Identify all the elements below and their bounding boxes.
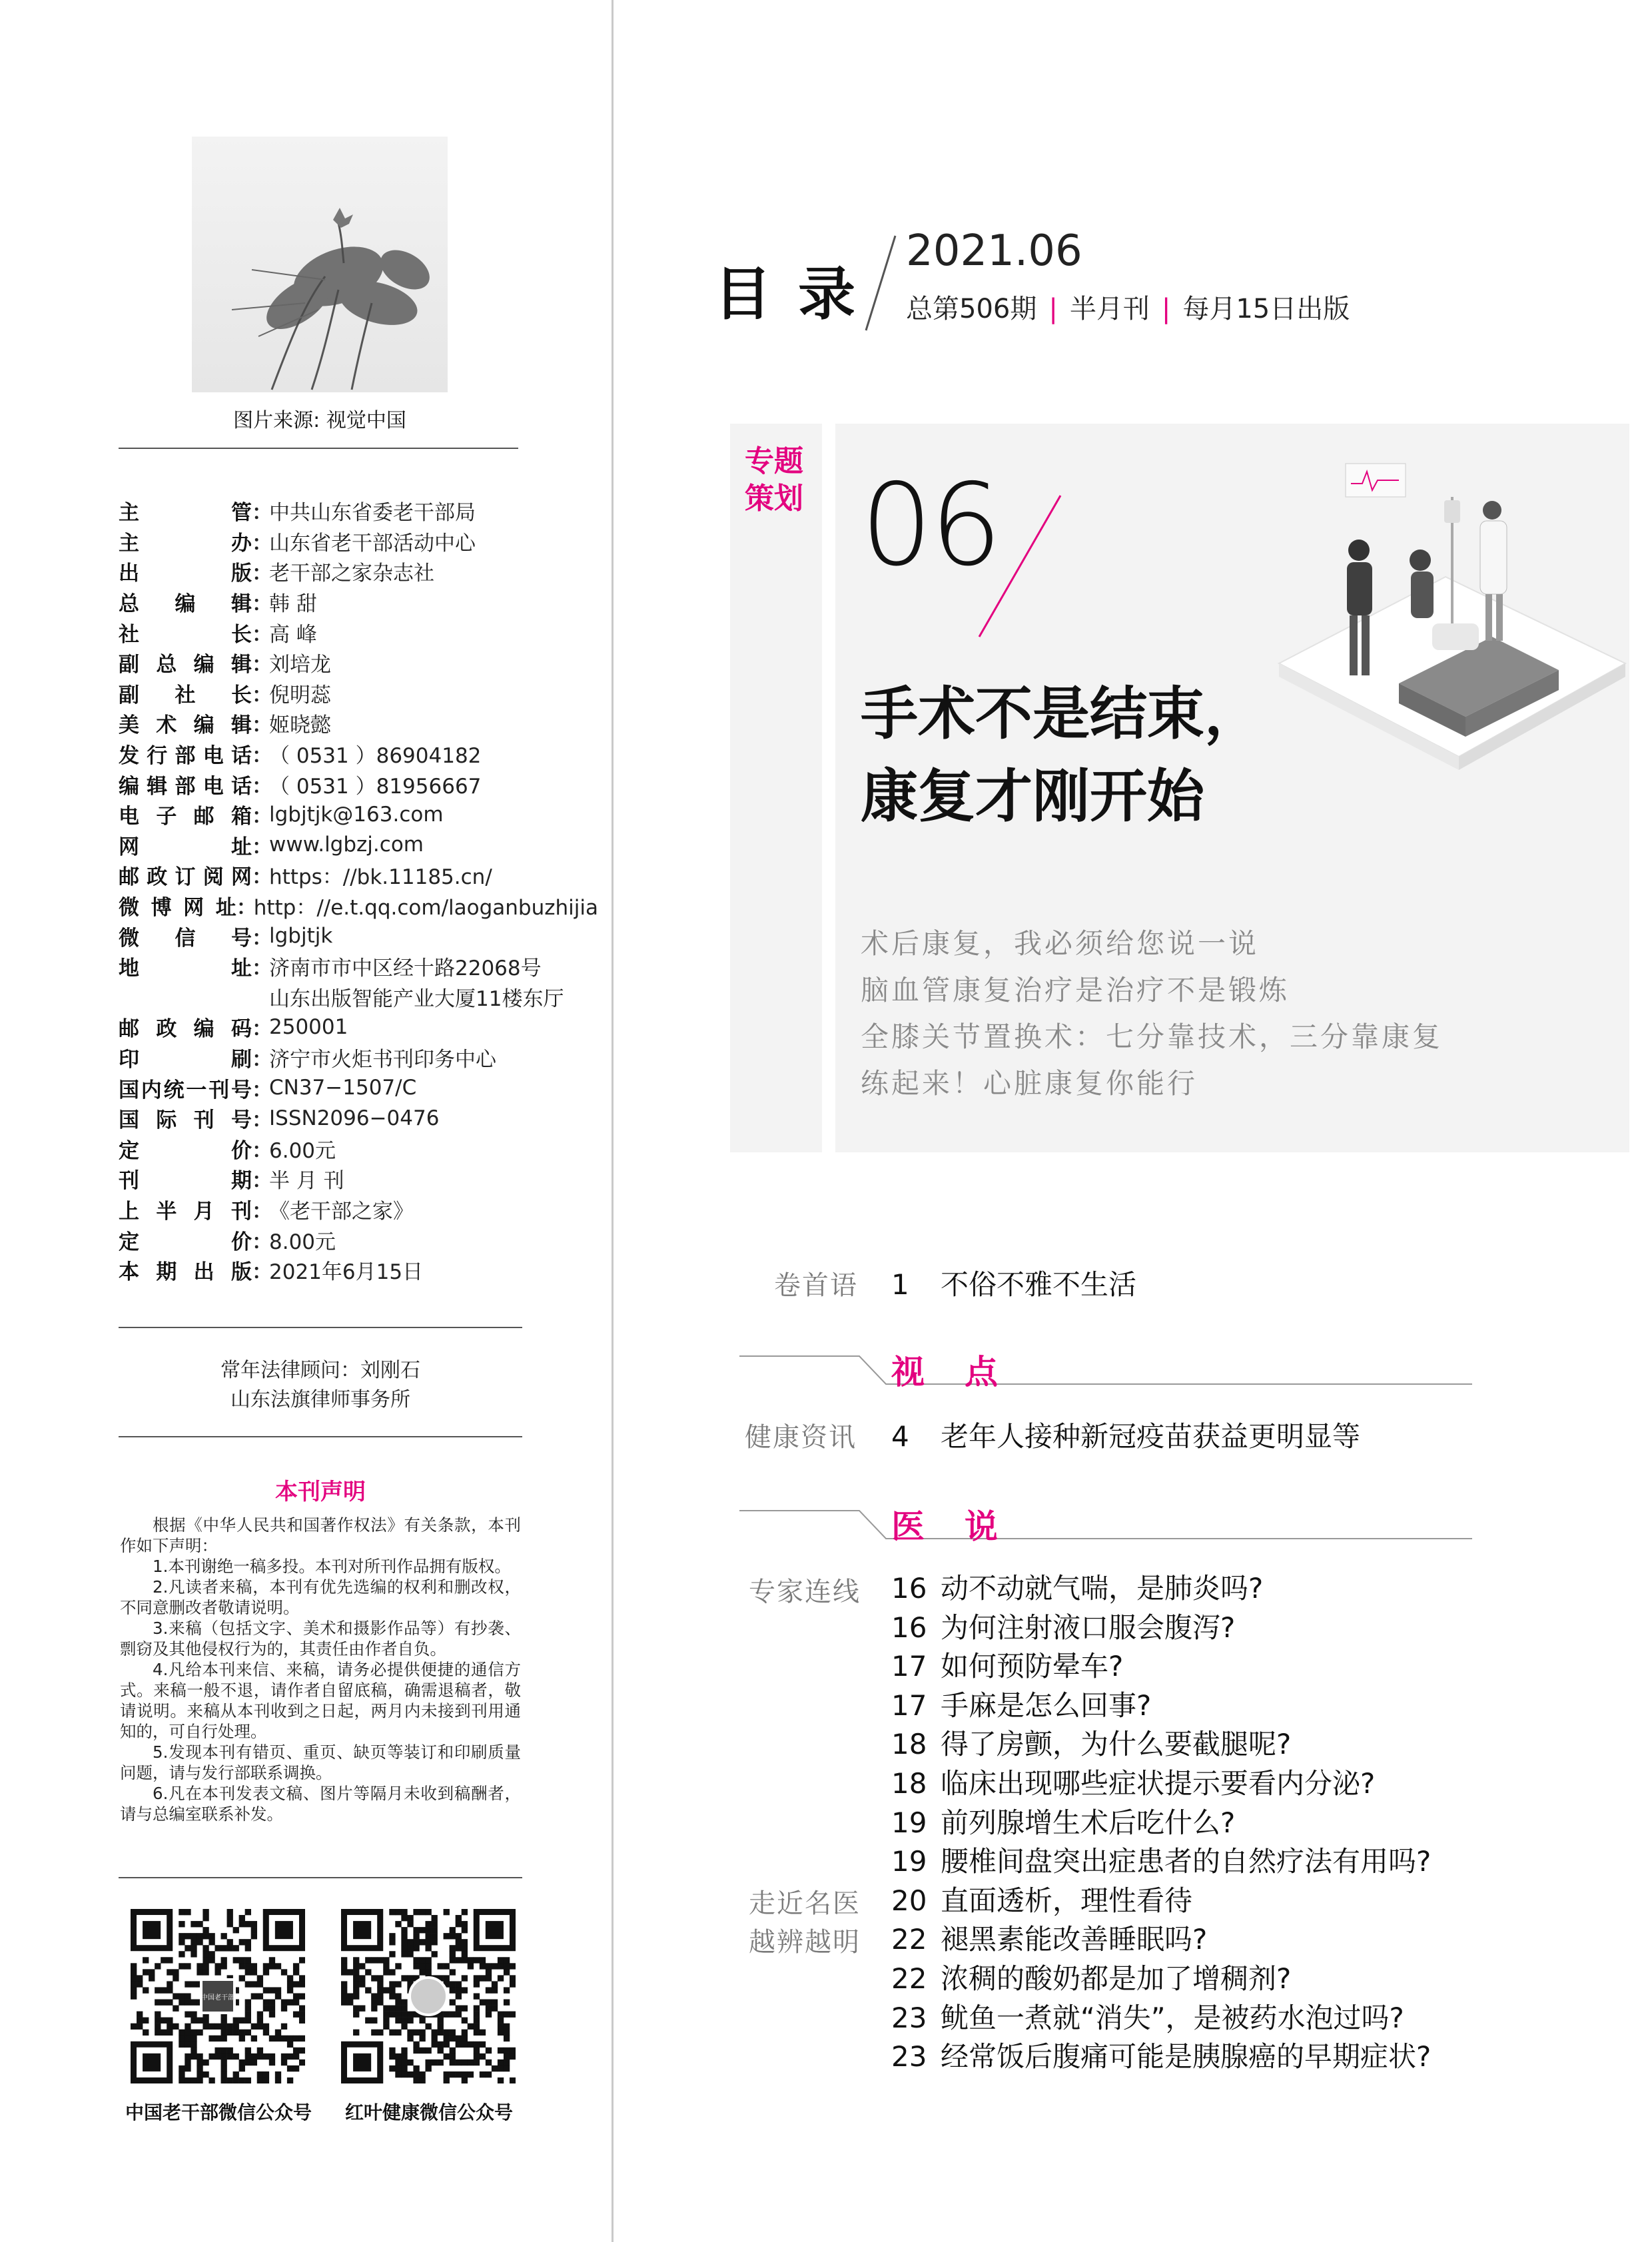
issue-date: 2021.06	[906, 226, 1082, 276]
column-divider	[612, 0, 614, 2242]
masthead-colon: ：	[252, 1138, 272, 1163]
toc-title: 动不动就气喘，是肺炎吗?	[941, 1572, 1264, 1605]
masthead-row	[119, 799, 598, 830]
masthead-key: 国 内 统 一 刊 号	[119, 1078, 252, 1102]
masthead-colon: ：	[252, 653, 272, 677]
feature-slash	[973, 493, 1066, 639]
toc-entry[interactable]	[891, 2038, 1557, 2077]
declaration-item: 根据《中华人民共和国著作权法》有关条款，本刊作如下声明：	[120, 1515, 521, 1555]
toc-title: 老年人接种新冠疫苗获益更明显等	[941, 1420, 1361, 1453]
toc-page: 16	[891, 1611, 927, 1644]
masthead-colon: ：	[252, 501, 272, 526]
toc-entry[interactable]	[891, 1647, 1557, 1686]
declaration-item: 5.发现本刊有错页、重页、缺页等装订和印刷质量问题，请与发行部联系调换。	[120, 1742, 521, 1782]
masthead-colon: ：	[252, 835, 272, 859]
masthead-colon: ：	[252, 531, 272, 556]
divider	[119, 1436, 522, 1437]
masthead-value: 8.00元	[269, 1230, 336, 1254]
cover-photo	[192, 137, 448, 392]
masthead-key: 国 际 刊 号	[119, 1108, 252, 1133]
masthead-key: 邮 政 编 码	[119, 1017, 252, 1042]
feature-page-number[interactable]: 06	[861, 460, 1000, 591]
masthead-row	[119, 1103, 598, 1134]
feature-tag-line: 专题	[745, 444, 803, 478]
masthead-row	[119, 1133, 598, 1164]
toc-entry[interactable]	[891, 1842, 1557, 1882]
toc-entry[interactable]	[891, 1920, 1557, 1960]
toc-title: 鱿鱼一煮就“消失”，是被药水泡过吗?	[941, 2001, 1404, 2034]
masthead-row	[119, 1255, 598, 1286]
masthead-value: CN37−1507/C	[269, 1076, 417, 1100]
masthead-value: http：//e.t.qq.com/laoganbuzhijia	[253, 896, 598, 921]
masthead-value: 山东出版智能产业大厦11楼东厅	[269, 986, 564, 1011]
issue-publish: 每月15日出版	[1182, 294, 1350, 324]
toc-title: 临床出现哪些症状提示要看内分泌?	[941, 1766, 1376, 1800]
feature-headline	[861, 673, 1340, 838]
toc-page: 22	[891, 1923, 927, 1956]
masthead-key: 副 总 编 辑	[119, 653, 252, 677]
masthead-row	[119, 921, 598, 951]
toc-page: 4	[891, 1420, 909, 1453]
masthead-colon: ：	[252, 805, 272, 829]
masthead-key: 定 价	[119, 1138, 252, 1163]
toc-page: 17	[891, 1688, 927, 1722]
masthead-row	[119, 860, 598, 891]
toc-page: 23	[891, 2040, 927, 2073]
masthead-value: 250001	[269, 1014, 348, 1039]
issue-info	[906, 288, 1350, 326]
feature-subtitle[interactable]: 脑血管康复治疗是治疗不是锻炼	[861, 974, 1290, 1006]
masthead-key: 副 社 长	[119, 683, 252, 707]
masthead-key: 主 管	[119, 501, 252, 526]
qr-caption: 中国老干部微信公众号	[125, 2101, 312, 2123]
toc-page: 18	[891, 1728, 927, 1761]
svg-text:中国老干部: 中国老干部	[201, 1994, 234, 2002]
toc-title: 不俗不雅不生活	[941, 1268, 1137, 1301]
feature-subtitle[interactable]: 练起来！心脏康复你能行	[861, 1067, 1198, 1100]
toc-page: 18	[891, 1766, 927, 1800]
masthead-value: 2021年6月15日	[269, 1260, 424, 1285]
section-label-expert: 专家连线	[749, 1577, 861, 1607]
toc-page: 19	[891, 1845, 927, 1878]
masthead-value: （ 0531 ）81956667	[269, 774, 482, 799]
toc-page: 17	[891, 1650, 927, 1683]
legal-counsel-name: 常年法律顾问：刘刚石	[220, 1359, 420, 1382]
masthead-colon: ：	[252, 744, 272, 769]
section-label-preface: 卷首语	[774, 1270, 858, 1301]
masthead-value: 济宁市火炬书刊印务中心	[269, 1047, 496, 1072]
declaration-item: 3.来稿（包括文字、美术和摄影作品等）有抄袭、剽窃及其他侵权行为的，其责任由作者自负。	[120, 1619, 521, 1659]
toc-page: 16	[891, 1572, 927, 1605]
masthead-key: 本 期 出 版	[119, 1260, 252, 1285]
page-title: 目录	[714, 261, 882, 328]
masthead-row	[119, 496, 598, 526]
declaration-text	[120, 1515, 521, 1824]
masthead-row	[119, 1194, 598, 1225]
masthead-row	[119, 951, 598, 982]
masthead-colon: ：	[236, 896, 257, 921]
masthead-row	[119, 891, 598, 921]
masthead-colon: ：	[252, 926, 272, 950]
masthead-row	[119, 1012, 598, 1042]
masthead-colon: ：	[252, 622, 272, 647]
masthead-key: 网 址	[119, 835, 252, 859]
toc-title: 如何预防晕车?	[941, 1650, 1124, 1683]
toc-entry[interactable]	[891, 1764, 1557, 1804]
feature-subtitles	[861, 921, 1527, 1107]
law-firm: 山东法旗律师事务所	[230, 1388, 410, 1411]
feature-headline-line: 手术不是结束，	[861, 681, 1262, 747]
masthead-row	[119, 617, 598, 647]
photo-caption: 图片来源: 视觉中国	[233, 409, 406, 432]
toc-title: 经常饭后腹痛可能是胰腺癌的早期症状?	[941, 2040, 1432, 2073]
declaration-item: 4.凡给本刊来信、来稿，请务必提供便捷的通信方式。来稿一般不退，请作者自留底稿，确需退稿者，敬请说明。来稿从本刊收到之日起，两月内未接到刊用通知的，可自行处理。	[120, 1660, 521, 1741]
masthead-value: 6.00元	[269, 1138, 336, 1163]
masthead-row	[119, 526, 598, 557]
title-slash	[861, 233, 901, 333]
masthead-value: 姬晓懿	[269, 713, 331, 738]
masthead	[119, 496, 598, 1285]
masthead-key: 印 刷	[119, 1047, 252, 1072]
divider	[119, 448, 518, 449]
divider	[119, 1327, 522, 1328]
toc-entry[interactable]	[891, 1569, 1557, 1609]
masthead-row	[119, 556, 598, 587]
masthead-value: ISSN2096−0476	[269, 1106, 440, 1130]
toc-entry[interactable]	[891, 1882, 1557, 1921]
masthead-row	[119, 769, 598, 799]
toc-entry[interactable]	[891, 1263, 1136, 1303]
masthead-value: 韩 甜	[269, 592, 317, 617]
masthead-key: 出 版	[119, 561, 252, 586]
issue-frequency: 半月刊	[1069, 294, 1150, 324]
toc-title: 得了房颤，为什么要截腿呢?	[941, 1728, 1292, 1761]
masthead-colon: ：	[252, 683, 272, 707]
masthead-key: 上 半 月 刊	[119, 1199, 252, 1224]
masthead-row	[119, 1224, 598, 1255]
masthead-key: 地 址	[119, 956, 252, 981]
toc-title: 腰椎间盘突出症患者的自然疗法有用吗?	[941, 1845, 1432, 1878]
masthead-key: 电 子 邮 箱	[119, 805, 252, 829]
masthead-key: 社 长	[119, 622, 252, 647]
toc-title: 褪黑素能改善睡眠吗?	[941, 1923, 1208, 1956]
masthead-colon: ：	[252, 956, 272, 981]
masthead-value: 山东省老干部活动中心	[269, 531, 476, 556]
separator: |	[1161, 294, 1171, 324]
section-label-health: 健康资讯	[745, 1422, 857, 1453]
section-heading-viewpoint: 视点	[891, 1352, 1038, 1391]
feature-tag	[745, 443, 818, 518]
toc-entry[interactable]	[891, 1609, 1557, 1648]
masthead-row	[119, 587, 598, 617]
masthead-key: 总 编 辑	[119, 592, 252, 617]
declaration-title: 本刊声明	[275, 1479, 366, 1505]
masthead-key: 主 办	[119, 531, 252, 556]
toc-list	[891, 1569, 1557, 2077]
toc-title: 为何注射液口服会腹泻?	[941, 1611, 1236, 1644]
masthead-colon: ：	[252, 1199, 272, 1224]
masthead-colon: ：	[252, 774, 272, 799]
masthead-value: 中共山东省委老干部局	[269, 501, 476, 526]
qr-caption: 红叶健康微信公众号	[344, 2101, 513, 2123]
toc-entry[interactable]	[891, 1725, 1557, 1764]
masthead-value: 高 峰	[269, 622, 317, 647]
masthead-row	[119, 647, 598, 678]
feature-tag-line: 策划	[745, 482, 803, 516]
masthead-row	[119, 708, 598, 739]
masthead-key: 编 辑 部 电 话	[119, 774, 252, 799]
toc-page: 19	[891, 1806, 927, 1839]
masthead-key: 微 博 网 址	[119, 896, 236, 921]
toc-page: 1	[891, 1268, 909, 1301]
masthead-colon: ：	[252, 1047, 272, 1072]
toc-title: 手麻是怎么回事?	[941, 1688, 1152, 1722]
feature-headline-line: 康复才刚开始	[861, 763, 1204, 830]
toc-entry[interactable]	[891, 1686, 1557, 1726]
masthead-key: 微 信 号	[119, 926, 252, 950]
masthead-row	[119, 1042, 598, 1073]
masthead-row	[119, 1072, 598, 1103]
masthead-value: （ 0531 ）86904182	[269, 744, 482, 769]
feature-tag-panel	[730, 424, 822, 1152]
toc-entry[interactable]	[891, 1999, 1557, 2038]
masthead-row	[119, 739, 598, 769]
masthead-value: 刘培龙	[269, 653, 331, 677]
toc-entry[interactable]	[891, 1960, 1557, 1999]
masthead-colon: ：	[252, 1078, 272, 1102]
toc-entry[interactable]	[891, 1415, 1360, 1455]
masthead-value: 《老干部之家》	[269, 1199, 414, 1224]
toc-title: 直面透析，理性看待	[941, 1884, 1193, 1917]
masthead-colon: ：	[252, 1169, 272, 1194]
masthead-row	[119, 830, 598, 861]
masthead-value: https：//bk.11185.cn/	[269, 865, 492, 890]
declaration-item: 6.凡在本刊发表文稿、图片等隔月未收到稿酬者，请与总编室联系补发。	[120, 1784, 521, 1824]
masthead-row	[119, 982, 598, 1012]
masthead-colon: ：	[252, 1108, 272, 1133]
toc-title: 前列腺增生术后吃什么?	[941, 1806, 1236, 1839]
feature-subtitle[interactable]: 全膝关节置换术：七分靠技术，三分靠康复	[861, 1020, 1444, 1053]
masthead-colon: ：	[252, 1017, 272, 1042]
section-label-doctor: 走近名医	[749, 1888, 861, 1919]
divider	[119, 1877, 522, 1878]
section-heading-medical: 医说	[891, 1507, 1038, 1546]
masthead-value: lgbjtjk@163.com	[269, 802, 444, 827]
legal-counsel	[119, 1356, 522, 1415]
masthead-key: 邮 政 订 阅 网	[119, 865, 252, 890]
masthead-value: 老干部之家杂志社	[269, 561, 434, 586]
qr-code-hongye	[341, 1909, 516, 2083]
toc-page: 20	[891, 1884, 927, 1917]
section-label-myth: 越辨越明	[749, 1927, 861, 1958]
masthead-colon: ：	[252, 713, 272, 738]
separator: |	[1048, 294, 1058, 324]
declaration-item: 2.凡读者来稿，本刊有优先选编的权利和删改权，不同意删改者敬请说明。	[120, 1577, 521, 1617]
masthead-value: 济南市市中区经十路22068号	[269, 956, 542, 981]
masthead-row	[119, 678, 598, 709]
declaration-item: 1.本刊谢绝一稿多投。本刊对所刊作品拥有版权。	[153, 1557, 511, 1576]
toc-entry[interactable]	[891, 1804, 1557, 1843]
masthead-key: 定 价	[119, 1230, 252, 1254]
masthead-value: 倪明蕊	[269, 683, 331, 707]
section-rule	[739, 1349, 1472, 1389]
masthead-colon: ：	[252, 865, 272, 890]
masthead-key: 刊 期	[119, 1169, 252, 1194]
masthead-value: lgbjtjk	[269, 924, 333, 948]
toc-page: 22	[891, 1962, 927, 1995]
masthead-colon: ：	[252, 592, 272, 617]
masthead-colon: ：	[252, 1230, 272, 1254]
issue-total: 总第506期	[906, 294, 1037, 324]
masthead-value: 半 月 刊	[269, 1169, 344, 1194]
qr-code-laoganbu	[131, 1909, 305, 2083]
masthead-row	[119, 1164, 598, 1194]
toc-title: 浓稠的酸奶都是加了增稠剂?	[941, 1962, 1292, 1995]
section-rule	[739, 1504, 1472, 1544]
masthead-key: 美 术 编 辑	[119, 713, 252, 738]
feature-subtitle[interactable]: 术后康复，我必须给您说一说	[861, 927, 1260, 960]
masthead-colon: ：	[252, 561, 272, 586]
masthead-value: www.lgbzj.com	[269, 833, 424, 857]
toc-page: 23	[891, 2001, 927, 2034]
masthead-key: 发 行 部 电 话	[119, 744, 252, 769]
masthead-colon: ：	[252, 1260, 272, 1285]
